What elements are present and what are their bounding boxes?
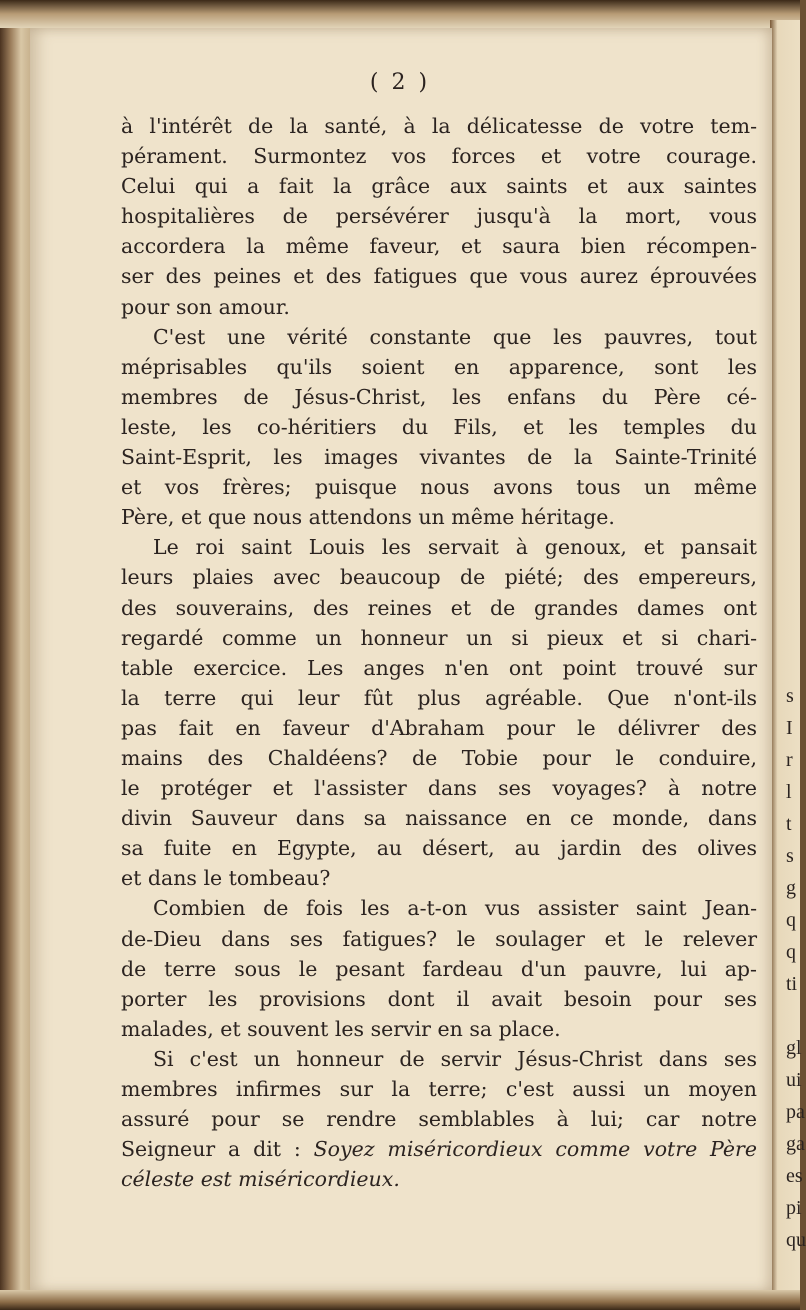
text-line: le protéger et l'assister dans ses voyages? à notre	[121, 776, 757, 801]
text-line: regardé comme un honneur un si pieux et si chari-	[121, 625, 757, 650]
text-line: Combien de fois les a-t-on vus assister saint Jean-	[153, 896, 757, 921]
text-line: leste, les co-héritiers du Fils, et les temples du	[121, 414, 757, 439]
paragraph-2	[121, 322, 757, 533]
text-line: leurs plaies avec beaucoup de piété; des empereurs,	[121, 565, 757, 590]
text-line: de terre sous le pesant fardeau d'un pauvre, lui ap-	[121, 956, 757, 981]
next-page-text-fragments: s I r l t s g q q ti gl ui pa ga es pi qu	[786, 685, 806, 1251]
text-line: Celui qui a fait la grâce aux saints et aux saintes	[121, 174, 757, 199]
text-line: accordera la même faveur, et saura bien récompen-	[121, 234, 757, 259]
paragraph-3	[121, 532, 757, 893]
text-line: et dans le tombeau?	[121, 866, 331, 891]
text-line: membres infirmes sur la terre; c'est aussi un moyen	[121, 1077, 757, 1101]
text-line: hospitalières de persévérer jusqu'à la mort, vous	[121, 204, 757, 229]
text-line: des souverains, des reines et de grandes dames ont	[121, 595, 757, 620]
text-line: membres de Jésus-Christ, les enfans du Père cé-	[121, 384, 757, 409]
text-line: pour son amour.	[121, 294, 290, 319]
text-line: mains des Chaldéens? de Tobie pour le conduire,	[121, 745, 757, 770]
page-number: ( 2 )	[369, 70, 431, 95]
book-top-edge	[0, 0, 800, 28]
text-line: à l'intérêt de la santé, à la délicatesse de votre tem-	[121, 114, 757, 138]
text-line: Saint-Esprit, les images vivantes de la Sainte-Trinité	[121, 445, 757, 470]
text-line: la terre qui leur fût plus agréable. Que n'ont-ils	[121, 685, 757, 710]
text-line: ser des peines et des fatigues que vous aurez éprouvées	[121, 264, 757, 289]
italic-quote: Soyez miséricordieux comme votre Père	[313, 1137, 757, 1162]
text-fragment: Seigneur a dit :	[121, 1137, 301, 1162]
text-line: divin Sauveur dans sa naissance en ce monde, dans	[121, 806, 757, 831]
paragraph-5	[121, 1044, 757, 1194]
text-line: malades, et souvent les servir en sa place.	[121, 1016, 561, 1041]
text-line: pas fait en faveur d'Abraham pour le délivrer des	[121, 715, 757, 740]
text-line: assuré pour se rendre semblables à lui; car notre	[121, 1107, 757, 1132]
text-line	[121, 1134, 757, 1164]
text-line: Le roi saint Louis les servait à genoux, et pansait	[153, 535, 757, 560]
page-body	[121, 111, 757, 1194]
text-line: Père, et que nous attendons un même héritage.	[121, 505, 615, 530]
text-line: porter les provisions dont il avait besoin pour ses	[121, 986, 757, 1011]
text-line: de-Dieu dans ses fatigues? le soulager et le relever	[121, 926, 757, 951]
italic-quote-line: céleste est miséricordieux.	[121, 1167, 400, 1192]
paragraph-4	[121, 893, 757, 1043]
text-line: et vos frères; puisque nous avons tous un même	[121, 475, 757, 500]
text-line: sa fuite en Egypte, au désert, au jardin des olives	[121, 836, 757, 861]
text-line: C'est une vérité constante que les pauvres, tout	[153, 324, 757, 349]
text-line: table exercice. Les anges n'en ont point trouvé sur	[121, 655, 757, 680]
paragraph-1	[121, 111, 757, 322]
book-spine-edge	[0, 0, 30, 1310]
text-line: méprisables qu'ils soient en apparence, sont les	[121, 354, 757, 379]
book-bottom-edge	[0, 1290, 800, 1310]
text-line: Si c'est un honneur de servir Jésus-Christ dans ses	[153, 1046, 757, 1071]
text-line: pérament. Surmontez vos forces et votre courage.	[121, 144, 757, 169]
